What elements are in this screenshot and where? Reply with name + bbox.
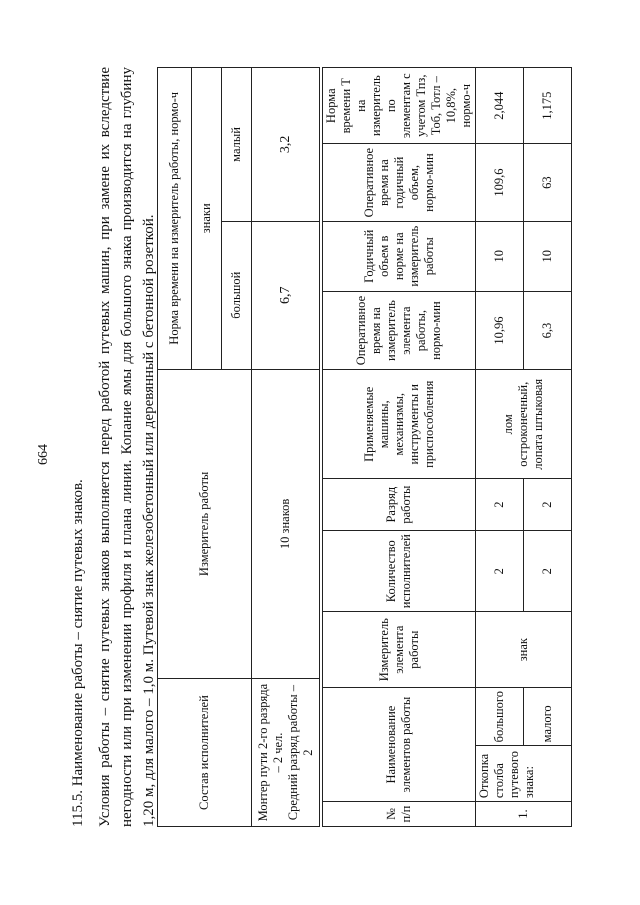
norm-header: Норма времени на измеритель работы, нормо-ч — [158, 68, 192, 370]
header-meter: Измеритель элемента работы — [323, 612, 476, 688]
section-heading: 115.5. Наименование работы – снятие путевых знаков. — [70, 479, 86, 827]
row-number: 1. — [476, 802, 572, 827]
norm-summary-table — [157, 67, 320, 827]
small-header: малый — [222, 68, 252, 222]
big-norm-value: 6,7 — [252, 221, 320, 369]
row-title: Откопка столба путевого знака: — [476, 746, 572, 802]
signs-header: знаки — [192, 68, 222, 370]
table-row — [476, 68, 524, 827]
small-norm-value: 3,2 — [252, 68, 320, 222]
header-machines: Применяемые машины, механизмы, инструменты и приспособления — [323, 370, 476, 479]
meter-cell: 10 знаков — [252, 369, 320, 679]
machines-cell: лом остроконечный, лопата штыковая — [476, 370, 572, 479]
header-optime: Оперативное время на измеритель элемента работы, нормо-мин — [323, 291, 476, 370]
annual-volume-cell: 10 — [524, 221, 572, 291]
conditions-paragraph: Условия работы – снятие путевых знаков выполняется перед работой путевых машин, при замене их вследствие негодности или при изменении профиля и плана линии. Копание ямы для большого знака производится на глубину 1,20 м, для малого – 1,0 м. Путевой знак железобетонный или деревянный с бетонной розеткой. — [97, 67, 157, 827]
element-name: большого — [476, 688, 524, 746]
optime-cell: 6,3 — [524, 291, 572, 370]
annual-volume-cell: 10 — [476, 221, 524, 291]
norm-time-cell: 1,175 — [524, 68, 572, 144]
rank-cell: 2 — [476, 479, 524, 531]
element-meter: знак — [476, 612, 572, 688]
header-rank: Разряд работы — [323, 479, 476, 531]
elements-table — [322, 67, 572, 827]
staff-line-2: Средний разряд работы – 2 — [285, 684, 315, 821]
meter-header: Измеритель работы — [158, 369, 252, 679]
qty-cell: 2 — [524, 531, 572, 612]
big-header: большой — [222, 221, 252, 369]
staff-header: Состав исполнителей — [158, 679, 252, 827]
header-name: Наименование элементов работы — [323, 688, 476, 802]
staff-line-1: Монтер пути 2-го разряда – 2 чел. — [255, 683, 285, 822]
header-num: № п/п — [323, 802, 476, 827]
optime-cell: 10,96 — [476, 291, 524, 370]
optime-annual-cell: 63 — [524, 144, 572, 221]
rank-cell: 2 — [524, 479, 572, 531]
optime-annual-cell: 109,6 — [476, 144, 524, 221]
page-number: 664 — [36, 444, 51, 465]
qty-cell: 2 — [476, 531, 524, 612]
header-annual-volume: Годичный объем в норме на измеритель работы — [323, 221, 476, 291]
norm-time-cell: 2,044 — [476, 68, 524, 144]
header-qty: Количество исполнителей — [323, 531, 476, 612]
header-norm-time: Норма времени Т на измеритель по элементам с учетом Тпз, Тоб, Тотл – 10,8%, нормо-ч — [323, 68, 476, 144]
header-optime-annual: Оперативное время на годичный объем, нормо-мин — [323, 144, 476, 221]
staff-cell — [252, 679, 320, 827]
element-name: малого — [524, 688, 572, 746]
